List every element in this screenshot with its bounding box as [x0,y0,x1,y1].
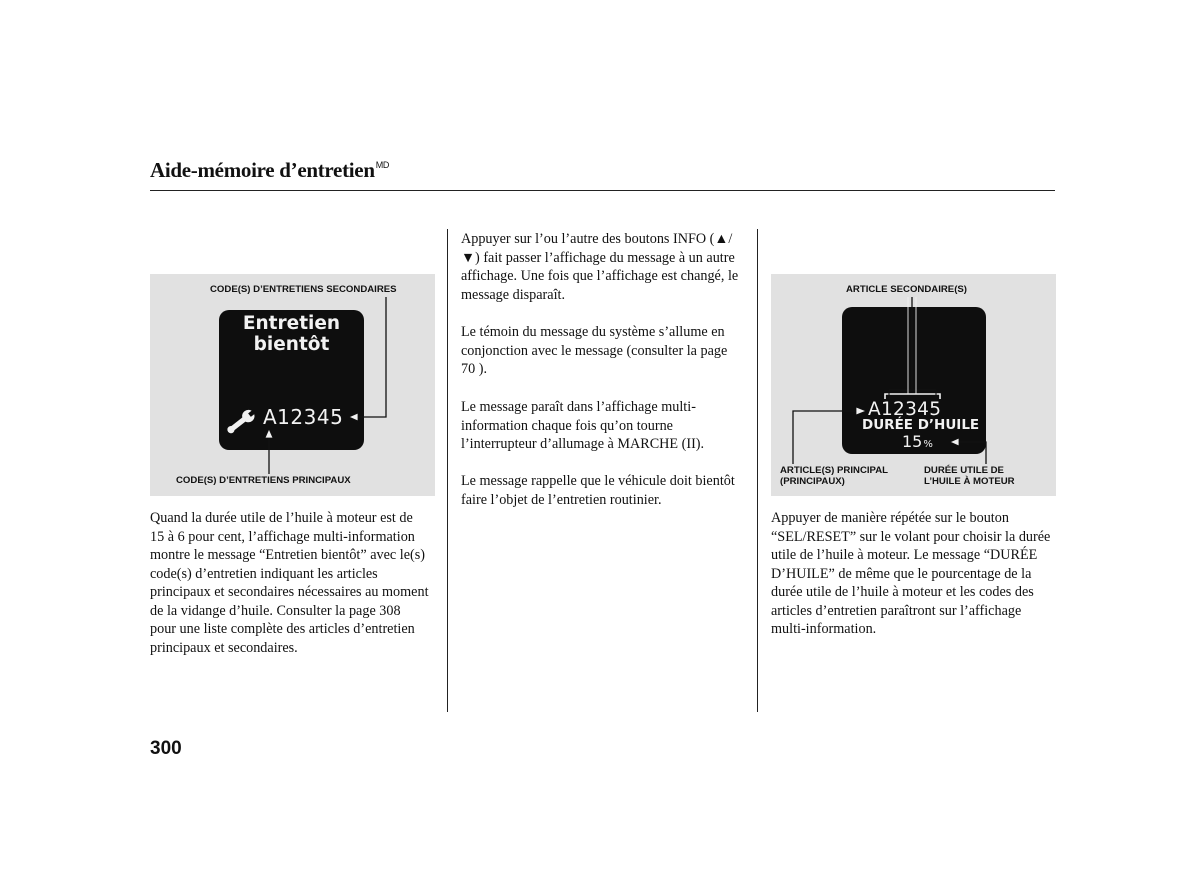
oil-life-percent-value: 15 [902,432,923,451]
percent-sign: % [923,439,933,450]
middle-paragraph-1: Appuyer sur l’ou l’autre des boutons INFO (▲/▼) fait passer l’affichage du message à un autre affichage. Une fois que l’affichage est changé, le message disparaît. [461,231,739,303]
label-principal-article: ARTICLE(S) PRINCIPAL (PRINCIPAUX) [780,465,889,487]
label-secondary-codes: CODE(S) D’ENTRETIENS SECONDAIRES [210,284,397,295]
screen-line-bientot: bientôt [253,334,330,355]
screen-line-entretien: Entretien [242,313,341,334]
middle-paragraph-2: Le témoin du message du système s’allume en conjonction avec le message (consulter la page 70 ). [461,324,728,377]
label-secondary-article: ARTICLE SECONDAIRE(S) [846,284,967,295]
title-trademark: MD [375,160,390,170]
page-number: 300 [150,738,182,759]
label-oil-life: DURÉE UTILE DE L’HUILE À MOTEUR [924,465,1015,487]
middle-paragraph-3: Le message paraît dans l’affichage multi-information chaque fois qu’on tourne l’interrupteur d’allumage à MARCHE (II). [461,399,705,452]
oil-life-label: DURÉE D’HUILE [862,417,980,433]
middle-paragraph-4: Le message rappelle que le véhicule doit bientôt faire l’objet de l’entretien routinier. [461,473,735,508]
right-maintenance-code: A12345 [868,399,942,420]
right-body-text: Appuyer de manière répétée sur le bouton “SEL/RESET” sur le volant pour choisir la durée utile de l’huile à moteur. Le message “DURÉE D’HUILE” de même que le pourcentage de la durée utile de l’huile à moteur et les codes des articles d’entretien paraîtront sur l’affichage multi-information. [771,510,1051,637]
label-primary-codes: CODE(S) D’ENTRETIENS PRINCIPAUX [176,475,351,486]
left-body-text: Quand la durée utile de l’huile à moteur est de 15 à 6 pour cent, l’affichage multi-information montre le message “Entretien bientôt” avec le(s) code(s) d’entretien indiquant les articles principaux et secondaires nécessaires au moment de la vidange d’huile. Consulter la page 308 pour une liste complète des articles d’entretien principaux et secondaires. [150,510,429,656]
left-maintenance-code: A12345 [263,405,344,429]
title-text: Aide-mémoire d’entretien [150,158,375,182]
